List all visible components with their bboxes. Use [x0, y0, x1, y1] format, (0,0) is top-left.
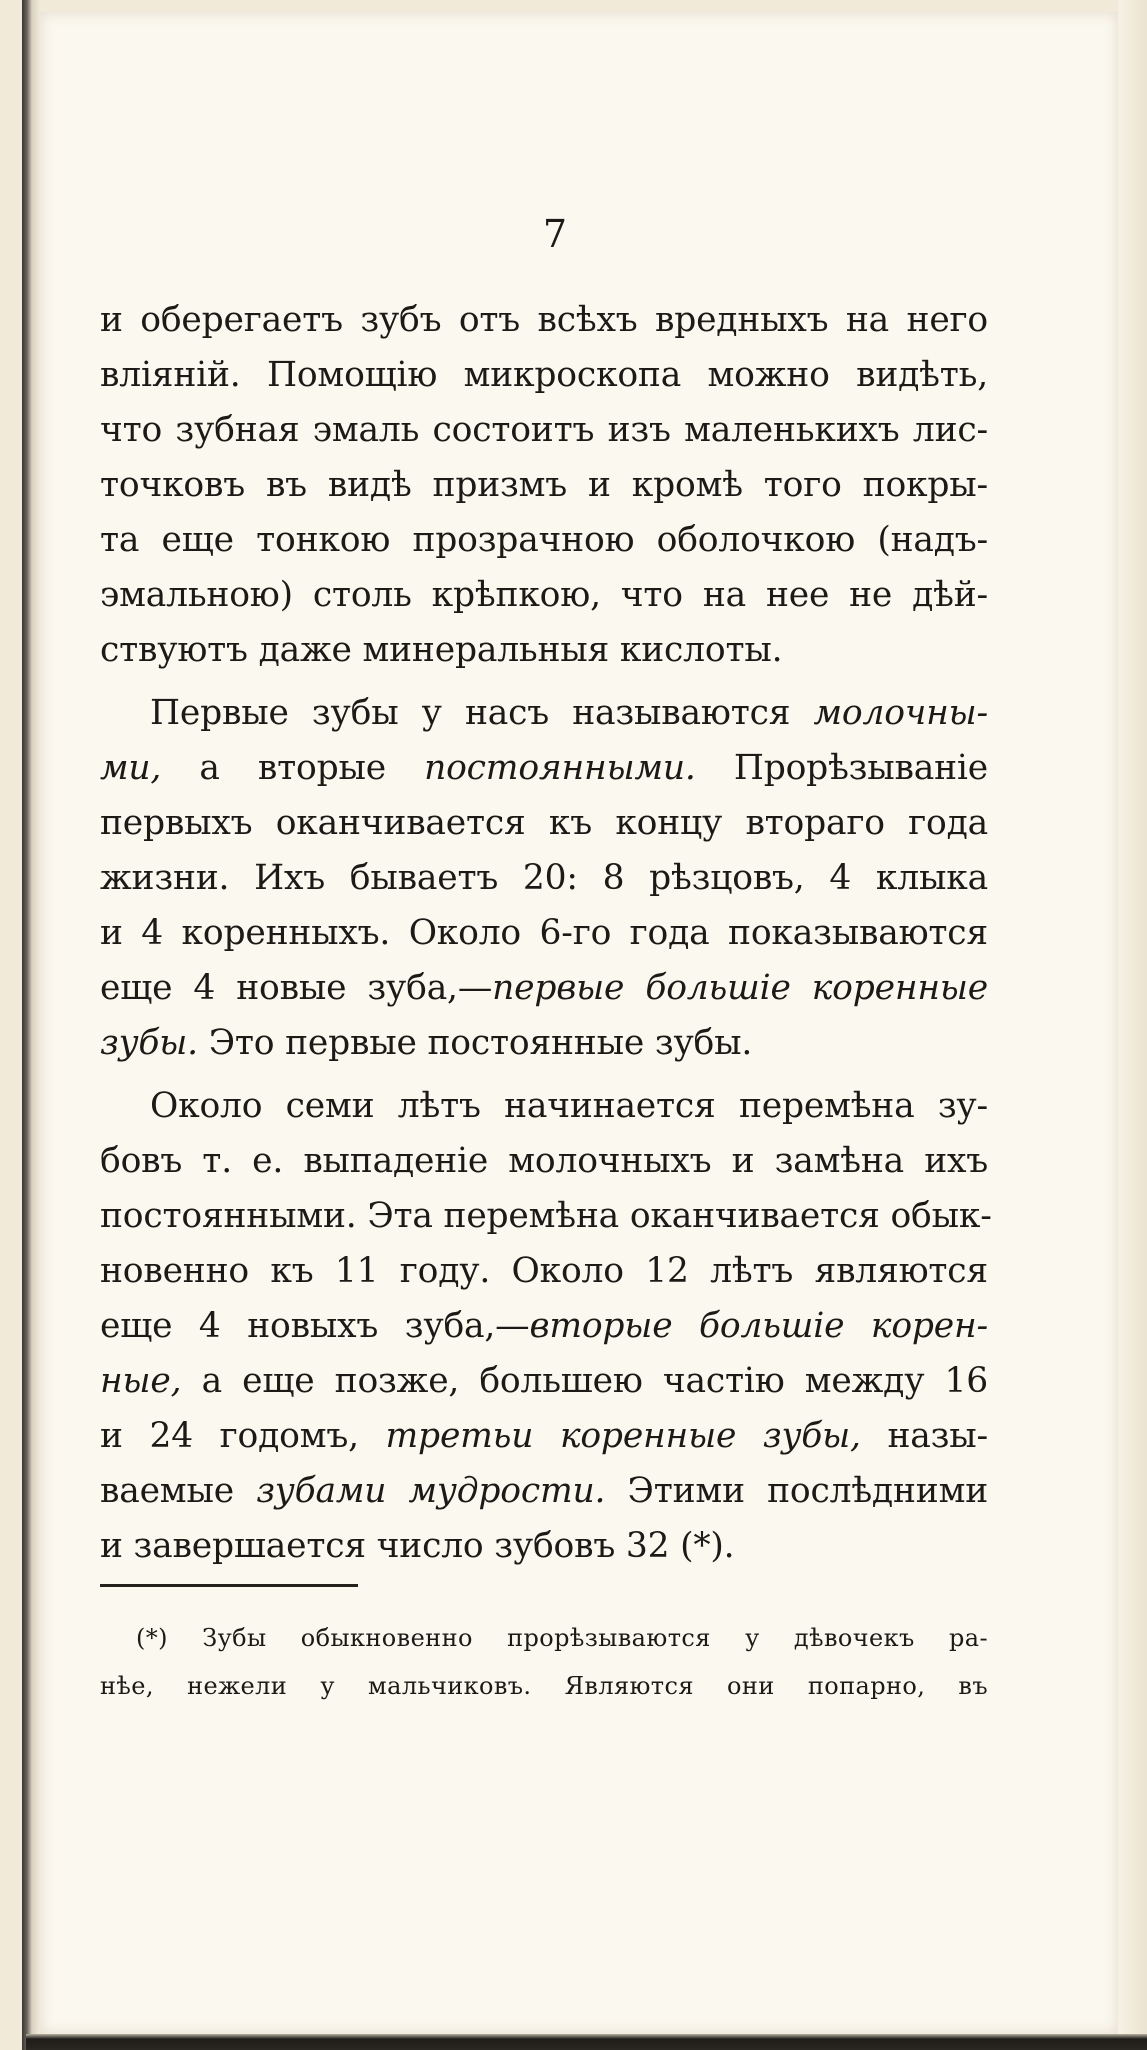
italic-term: вторые большіе корен-: [529, 1306, 988, 1346]
text-run: Это первые постоянные зубы.: [197, 1023, 753, 1063]
italic-term: первые большіе коренные: [492, 968, 988, 1008]
italic-term: молочны-: [813, 693, 988, 733]
footnote: [100, 1614, 988, 1710]
text-run: а еще позже, большею частію между 16: [181, 1361, 988, 1401]
italic-term: ми,: [100, 748, 162, 788]
text-run: ваемые: [100, 1471, 257, 1511]
text-line: [100, 1016, 988, 1071]
text-line: [100, 1464, 988, 1519]
text-line: [100, 1409, 988, 1464]
text-run: еще 4 новые зуба,—: [100, 968, 493, 1008]
page-bottom-edge: [26, 2034, 1147, 2050]
italic-term: постоянными.: [424, 748, 696, 788]
text-line: новенно къ 11 году. Около 12 лѣтъ являются: [100, 1251, 988, 1291]
text-run: еще 4 новыхъ зуба,—: [100, 1306, 530, 1346]
page-number: 7: [542, 212, 568, 256]
text-run: а вторые: [161, 748, 425, 788]
text-line: постоянными. Эта перемѣна оканчивается обык-: [100, 1196, 992, 1236]
page-right-edge: [1118, 0, 1147, 2050]
italic-term: зубы.: [100, 1023, 198, 1063]
text-line: и завершается число зубовъ 32 (*).: [100, 1526, 735, 1566]
italic-term: ные,: [100, 1361, 182, 1401]
text-line: бовъ т. е. выпаденіе молочныхъ и замѣна ихъ: [100, 1141, 988, 1181]
text-line: ствуютъ даже минеральныя кислоты.: [100, 630, 783, 670]
text-line: первыхъ оканчивается къ концу втораго года: [100, 803, 988, 843]
text-line: что зубная эмаль состоитъ изъ маленькихъ лис-: [100, 410, 988, 450]
text-run: Первые зубы у насъ называются: [150, 693, 814, 733]
text-line: [100, 1299, 988, 1354]
text-line: [100, 686, 988, 741]
text-line: эмальною) столь крѣпкою, что на нее не дѣй-: [100, 575, 988, 615]
text-line: и 4 коренныхъ. Около 6-го года показываются: [100, 913, 988, 953]
text-line: вліяній. Помощію микроскопа можно видѣть,: [100, 355, 988, 395]
italic-term: третьи коренные зубы,: [385, 1416, 861, 1456]
body-text: [100, 293, 992, 1574]
book-spine-shadow: [22, 0, 40, 2050]
italic-term: зубами мудрости.: [256, 1471, 606, 1511]
text-line: точковъ въ видѣ призмъ и кромѣ того покры-: [100, 465, 988, 505]
text-run: Этими послѣдними: [605, 1471, 988, 1511]
text-run: и 24 годомъ,: [100, 1416, 386, 1456]
text-run: назы-: [860, 1416, 988, 1456]
footnote-line: (*) Зубы обыкновенно прорѣзываются у дѣвочекъ ра-: [136, 1624, 988, 1652]
footnote-separator: [100, 1584, 358, 1587]
text-line: и оберегаетъ зубъ отъ всѣхъ вредныхъ на него: [100, 300, 988, 340]
text-line: [100, 1354, 988, 1409]
text-line: [100, 961, 988, 1016]
text-line: [100, 741, 988, 796]
text-line: Около семи лѣтъ начинается перемѣна зу-: [150, 1086, 988, 1126]
text-run: Прорѣзываніе: [695, 748, 988, 788]
text-line: та еще тонкою прозрачною оболочкою (надъ-: [100, 520, 988, 560]
text-line: жизни. Ихъ бываетъ 20: 8 рѣзцовъ, 4 клыка: [100, 858, 988, 898]
footnote-line: нѣе, нежели у мальчиковъ. Являются они попарно, въ: [100, 1672, 988, 1700]
